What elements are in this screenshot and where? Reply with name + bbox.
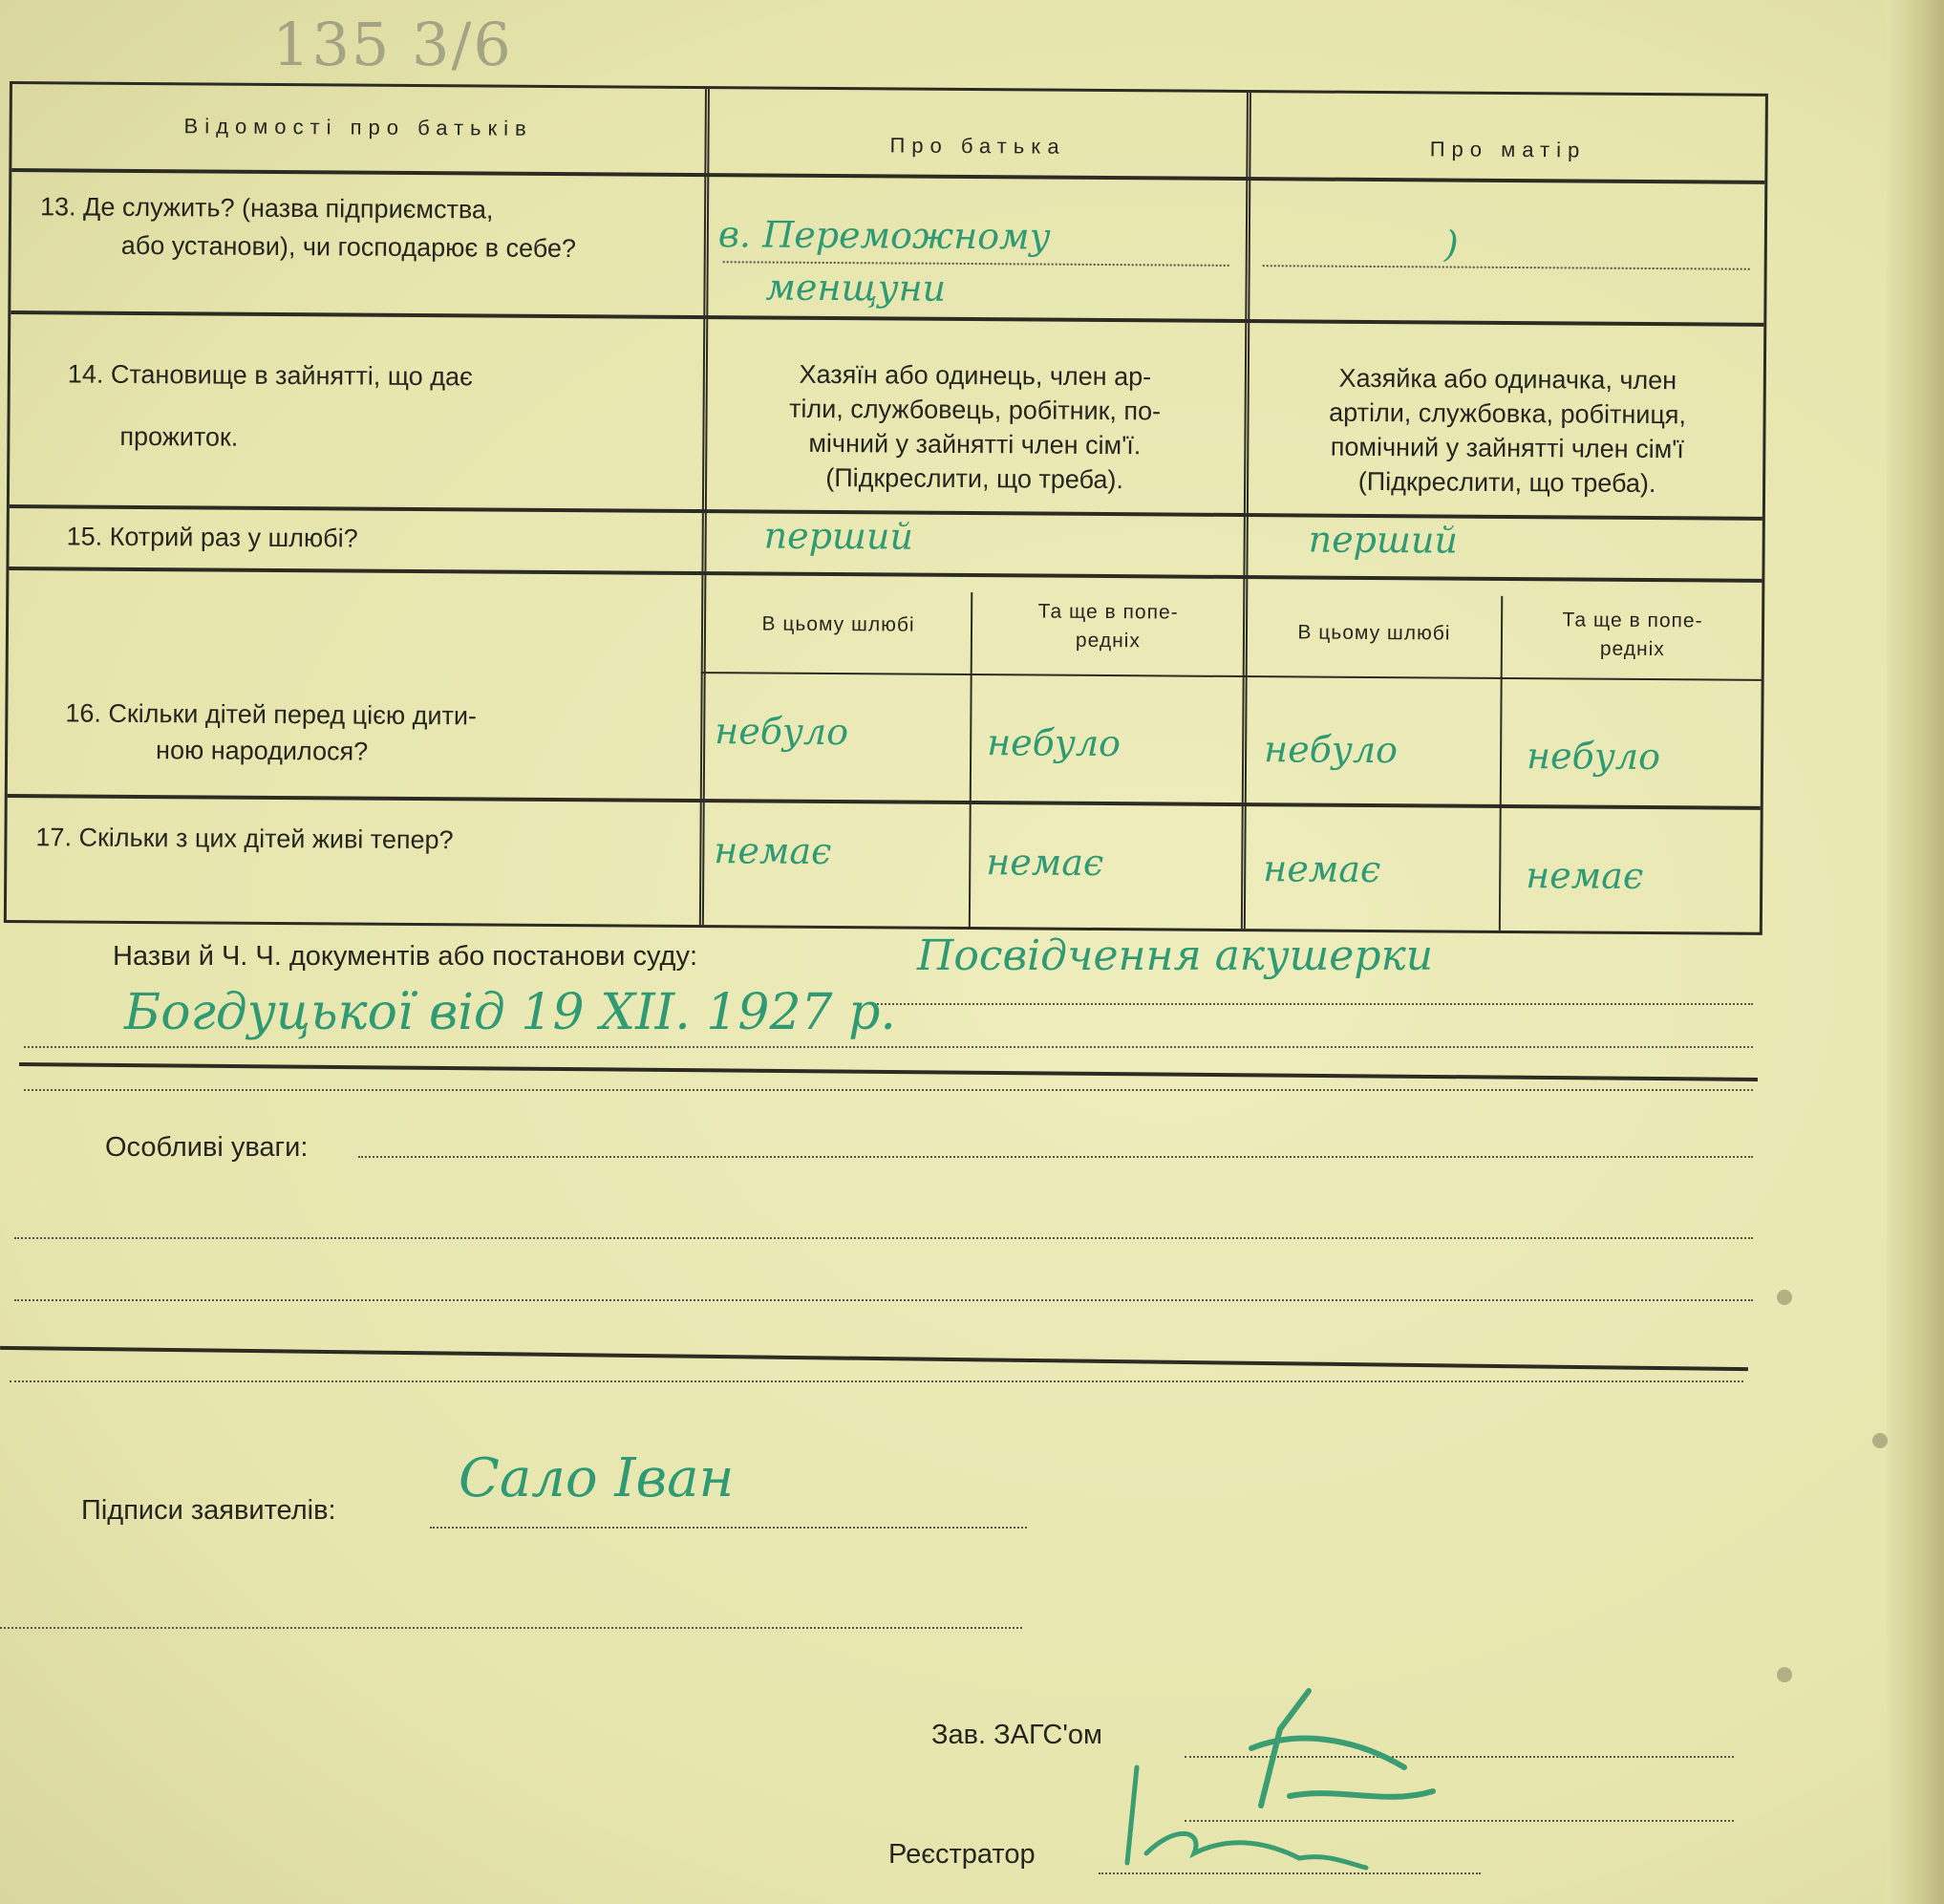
documents-label: Назви й Ч. Ч. документів або постанови суду: bbox=[113, 941, 698, 972]
documents-dotline-1 bbox=[874, 1003, 1753, 1005]
header-father: Про батька bbox=[889, 133, 1066, 159]
row14-mother-line3: помічний у зайнятті член сім'ї bbox=[1330, 432, 1684, 464]
row15-divider bbox=[9, 567, 1762, 583]
parents-info-table bbox=[4, 81, 1768, 935]
remarks-separator bbox=[0, 1346, 1748, 1371]
documents-separator bbox=[19, 1062, 1758, 1081]
documents-dotline-3 bbox=[24, 1089, 1753, 1091]
row17-value-1: немає bbox=[714, 829, 832, 873]
row13-label-line1: 13. Де служить? (назва підприємства, bbox=[39, 192, 494, 225]
remarks-dotline-3 bbox=[14, 1299, 1753, 1301]
header-divider bbox=[11, 168, 1764, 184]
documents-dotline-2 bbox=[24, 1046, 1753, 1048]
row17-value-2: немає bbox=[986, 841, 1104, 885]
row16-father-sub-previous-line1: Та ще в попе- bbox=[1037, 600, 1179, 624]
header-mother: Про матір bbox=[1429, 137, 1587, 162]
applicants-dotline bbox=[430, 1527, 1027, 1529]
row13-father-value-line2: менщуни bbox=[765, 266, 947, 310]
registrar-signature-scribble bbox=[1118, 1662, 1462, 1882]
row14-label-line1: 14. Становище в зайнятті, що дає bbox=[67, 359, 473, 392]
row16-value-2: небуло bbox=[987, 721, 1122, 765]
row13-father-value-line1: в. Переможному bbox=[717, 213, 1051, 258]
row14-mother-line2: артіли, службовка, робітниця, bbox=[1329, 397, 1687, 430]
row16-subheader-divider bbox=[701, 672, 1762, 681]
applicants-signature-label: Підписи заявителів: bbox=[81, 1495, 336, 1526]
registrar-label: Реєстратор bbox=[888, 1839, 1036, 1870]
row16-divider bbox=[8, 794, 1761, 810]
row14-mother-line4: (Підкреслити, що треба). bbox=[1357, 466, 1656, 499]
row14-label-line2: прожиток. bbox=[119, 421, 239, 452]
documents-value-line2: Богдуцької від 19 XII. 1927 р. bbox=[124, 984, 896, 1041]
row16-value-4: небуло bbox=[1526, 735, 1661, 779]
row16-father-sub-in-marriage: В цьому шлюбі bbox=[761, 612, 915, 636]
row14-father-line2: тіли, службовець, робітник, по- bbox=[789, 394, 1162, 426]
row16-label-line1: 16. Скільки дітей перед цією дити- bbox=[65, 698, 478, 731]
binding-hole bbox=[1872, 1433, 1888, 1448]
header-parents-info: Відомості про батьків bbox=[183, 114, 533, 140]
remarks-dotline-1 bbox=[358, 1156, 1753, 1158]
row16-mother-sub-in-marriage: В цьому шлюбі bbox=[1297, 621, 1451, 645]
binding-hole bbox=[1777, 1290, 1792, 1305]
row17-value-4: немає bbox=[1526, 854, 1644, 897]
row16-father-sub-previous-line2: редніх bbox=[1075, 629, 1141, 652]
subcolumn-divider-father bbox=[969, 592, 972, 927]
row14-father-line4: (Підкреслити, що треба). bbox=[825, 462, 1124, 495]
row15-father-value: перший bbox=[763, 514, 914, 558]
row13-label-line2: або установи), чи господарює в себе? bbox=[120, 230, 577, 264]
row16-value-3: небуло bbox=[1263, 728, 1399, 772]
applicants-dotline-2 bbox=[0, 1627, 1022, 1629]
row14-mother-line1: Хазяйка або одиначка, член bbox=[1338, 363, 1677, 396]
row13-divider bbox=[11, 310, 1763, 327]
archive-number: 135 3/6 bbox=[272, 10, 513, 79]
row16-label-line2: ною народилося? bbox=[156, 736, 369, 766]
head-registry-label: Зав. ЗАГС'ом bbox=[931, 1720, 1102, 1750]
remarks-dotline-2 bbox=[14, 1237, 1753, 1239]
documents-value-line1: Посвідчення акушерки bbox=[917, 931, 1434, 980]
row13-mother-dotline bbox=[1263, 265, 1750, 270]
row15-label: 15. Котрий раз у шлюбі? bbox=[66, 522, 358, 553]
binding-hole bbox=[1777, 1667, 1792, 1682]
row13-mother-value: ) bbox=[1443, 223, 1459, 266]
row14-father-line1: Хазяїн або одинець, член ар- bbox=[799, 359, 1152, 392]
row16-value-1: небуло bbox=[715, 710, 849, 754]
row17-value-3: немає bbox=[1263, 847, 1381, 891]
row17-label: 17. Скільки з цих дітей живі тепер? bbox=[35, 823, 454, 855]
remarks-dotline-4 bbox=[10, 1380, 1743, 1382]
remarks-label: Особливі уваги: bbox=[105, 1132, 309, 1163]
row16-mother-sub-previous-line1: Та ще в попе- bbox=[1562, 609, 1703, 632]
row14-father-line3: мічний у зайнятті член сім'ї. bbox=[808, 428, 1142, 460]
page-edge-shadow bbox=[1887, 0, 1944, 1904]
row15-mother-value: перший bbox=[1308, 518, 1459, 562]
applicants-signature: Сало Іван bbox=[459, 1447, 735, 1509]
row16-mother-sub-previous-line2: редніх bbox=[1599, 637, 1665, 661]
